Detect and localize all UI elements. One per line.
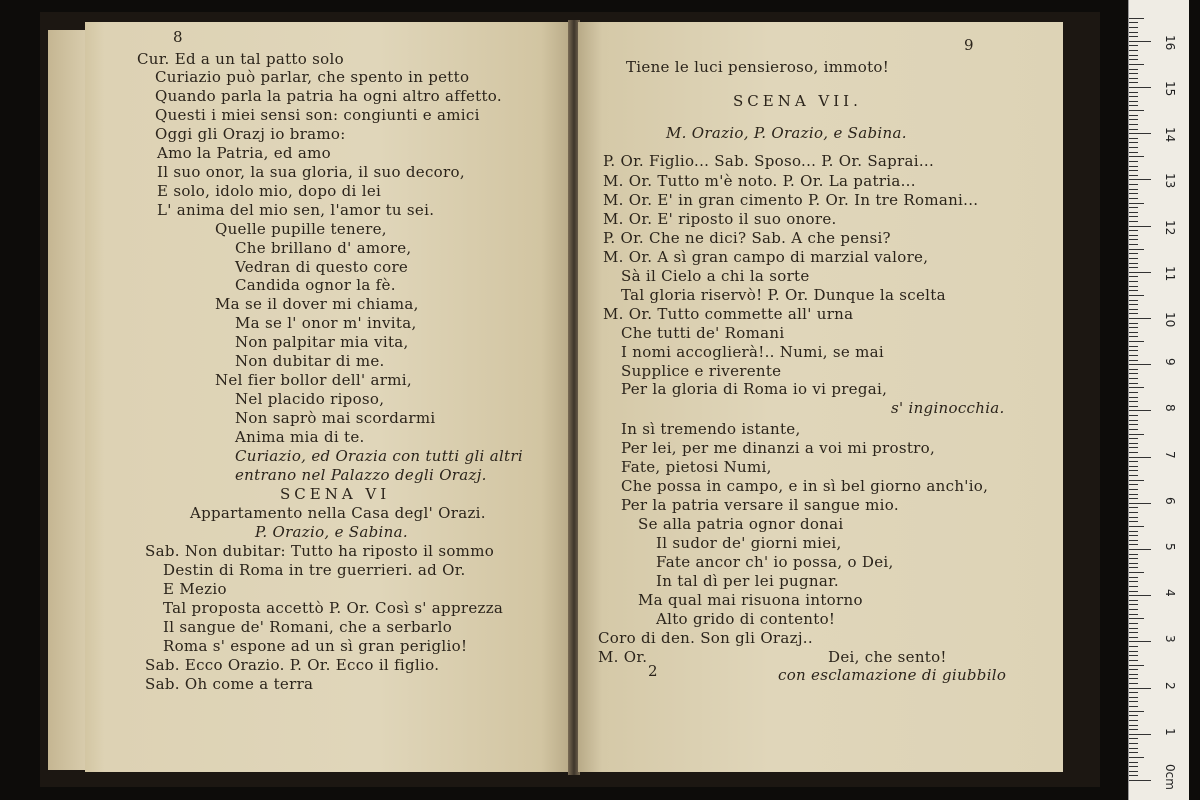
ruler-tick <box>1129 350 1138 351</box>
ruler-tick <box>1129 494 1138 495</box>
ruler-tick <box>1129 480 1144 481</box>
ruler-tick <box>1129 660 1138 661</box>
ruler-tick <box>1129 78 1138 79</box>
ruler-number: 10 <box>1163 312 1177 328</box>
left-text-line: Sab. Ecco Orazio. P. Or. Ecco il figlio. <box>145 656 440 674</box>
ruler-tick <box>1129 129 1138 130</box>
ruler-number: 1 <box>1163 727 1177 736</box>
ruler-tick <box>1129 641 1151 642</box>
ruler-tick <box>1129 669 1138 670</box>
right-text-line: con esclamazione di giubbilo <box>778 666 1007 684</box>
ruler-number: 16 <box>1163 34 1177 51</box>
right-text-line: Supplice e riverente <box>621 362 782 380</box>
ruler-tick <box>1129 142 1138 143</box>
ruler-number: 14 <box>1163 127 1177 143</box>
ruler-tick <box>1129 678 1138 679</box>
left-text-line: Non saprò mai scordarmi <box>235 409 436 427</box>
ruler-tick <box>1129 36 1138 37</box>
ruler-tick <box>1129 378 1138 379</box>
ruler-tick <box>1129 226 1151 227</box>
left-text-line: Destin di Roma in tre guerrieri. ad Or. <box>163 561 466 579</box>
ruler-tick <box>1129 540 1138 541</box>
ruler-tick <box>1129 604 1138 605</box>
right-text-line: SCENA VII. <box>733 92 862 110</box>
ruler-tick <box>1129 235 1138 236</box>
left-text-line: Non dubitar di me. <box>235 352 385 370</box>
ruler-tick <box>1129 272 1151 273</box>
ruler-tick <box>1129 591 1138 592</box>
ruler-tick <box>1129 373 1138 374</box>
ruler-tick <box>1129 387 1144 388</box>
right-text-line: Fate, pietosi Numi, <box>621 458 772 476</box>
ruler-tick <box>1129 304 1138 305</box>
ruler-tick <box>1129 258 1138 259</box>
ruler-tick <box>1129 133 1151 134</box>
ruler-tick <box>1129 586 1138 587</box>
right-text-line: Coro di den. Son gli Orazj.. <box>598 629 813 647</box>
ruler-tick <box>1129 82 1138 83</box>
ruler-number: 15 <box>1163 81 1177 97</box>
ruler-tick <box>1129 355 1138 356</box>
ruler-tick <box>1129 184 1138 185</box>
left-text-line: Anima mia di te. <box>235 428 365 446</box>
ruler-number: 3 <box>1163 635 1177 644</box>
ruler-tick <box>1129 383 1138 384</box>
ruler-tick <box>1129 41 1151 42</box>
left-text-line: Appartamento nella Casa degl' Orazi. <box>190 504 486 522</box>
ruler-tick <box>1129 207 1138 208</box>
right-text-line: Fate ancor ch' io possa, o Dei, <box>656 553 894 571</box>
ruler-tick <box>1129 697 1138 698</box>
measuring-ruler <box>1128 0 1189 800</box>
ruler-number: 12 <box>1163 219 1177 235</box>
ruler-tick <box>1129 554 1138 555</box>
ruler-tick <box>1129 69 1138 70</box>
ruler-tick <box>1129 715 1138 716</box>
left-text-line: Sab. Oh come a terra <box>145 675 314 693</box>
left-text-line: E solo, idolo mio, dopo di lei <box>157 182 382 200</box>
ruler-tick <box>1129 489 1138 490</box>
ruler-tick <box>1129 466 1138 467</box>
right-text-line: M. Or. Tutto commette all' urna <box>603 305 854 323</box>
ruler-tick <box>1129 313 1138 314</box>
ruler-tick <box>1129 119 1138 120</box>
ruler-tick <box>1129 623 1138 624</box>
ruler-tick <box>1129 762 1138 763</box>
ruler-tick <box>1129 618 1144 619</box>
ruler-tick <box>1129 434 1144 435</box>
ruler-number: 2 <box>1163 681 1177 690</box>
ruler-tick <box>1129 738 1138 739</box>
left-text-line: Il suo onor, la sua gloria, il suo decoro, <box>157 163 465 181</box>
right-text-line: Tal gloria riservò! P. Or. Dunque la scelta <box>621 286 946 304</box>
ruler-tick <box>1129 609 1138 610</box>
ruler-tick <box>1129 170 1138 171</box>
ruler-tick <box>1129 651 1138 652</box>
ruler-tick <box>1129 692 1138 693</box>
ruler-tick <box>1129 498 1138 499</box>
ruler-tick <box>1129 286 1138 287</box>
right-text-line: s' inginocchia. <box>891 399 1005 417</box>
ruler-tick <box>1129 152 1138 153</box>
ruler-tick <box>1129 544 1138 545</box>
ruler-tick <box>1129 267 1138 268</box>
left-text-line: Nel fier bollor dell' armi, <box>215 371 412 389</box>
ruler-tick <box>1129 318 1151 319</box>
ruler-tick <box>1129 706 1138 707</box>
ruler-tick <box>1129 189 1138 190</box>
left-text-line: Questi i miei sensi son: congiunti e amici <box>155 106 480 124</box>
right-text-line: Alto grido di contento! <box>656 610 836 628</box>
ruler-tick <box>1129 674 1138 675</box>
ruler-tick <box>1129 364 1151 365</box>
left-text-line: L' anima del mio sen, l'amor tu sei. <box>157 201 435 219</box>
ruler-tick <box>1129 239 1138 240</box>
ruler-tick <box>1129 360 1138 361</box>
printer-signature-mark: 2 <box>648 662 658 680</box>
ruler-tick <box>1129 59 1138 60</box>
right-text-line: Se alla patria ognor donai <box>638 515 844 533</box>
left-text-line: Nel placido riposo, <box>235 390 385 408</box>
ruler-tick <box>1129 470 1138 471</box>
ruler-tick <box>1129 323 1138 324</box>
right-text-line: M. Or. Tutto m'è noto. P. Or. La patria... <box>603 172 916 190</box>
ruler-tick <box>1129 175 1138 176</box>
ruler-tick <box>1129 443 1138 444</box>
ruler-number: 9 <box>1163 358 1177 366</box>
left-text-line: Curiazio, ed Orazia con tutti gli altri <box>235 447 523 465</box>
ruler-tick <box>1129 309 1138 310</box>
ruler-tick <box>1129 521 1138 522</box>
ruler-tick <box>1129 156 1144 157</box>
left-text-line: Sab. Non dubitar: Tutto ha riposto il sommo <box>145 542 495 560</box>
ruler-tick <box>1129 249 1144 250</box>
ruler-tick <box>1129 327 1138 328</box>
ruler-tick <box>1129 45 1138 46</box>
ruler-tick <box>1129 332 1138 333</box>
ruler-tick <box>1129 166 1138 167</box>
ruler-tick <box>1129 110 1144 111</box>
right-text-line: Dei, che sento! <box>828 648 947 666</box>
ruler-number: 13 <box>1163 173 1177 189</box>
ruler-tick <box>1129 711 1144 712</box>
ruler-tick <box>1129 216 1138 217</box>
right-text-line: P. Or. Che ne dici? Sab. A che pensi? <box>603 229 891 247</box>
ruler-tick <box>1129 775 1138 776</box>
right-text-line: P. Or. Figlio... Sab. Sposo... P. Or. Saprai... <box>603 152 935 170</box>
ruler-tick <box>1129 346 1138 347</box>
right-text-line: M. Or. A sì gran campo di marzial valore, <box>603 248 929 266</box>
ruler-tick <box>1129 369 1138 370</box>
right-text-line: M. Or. <box>598 648 648 666</box>
ruler-tick <box>1129 572 1144 573</box>
ruler-tick <box>1129 457 1151 458</box>
ruler-tick <box>1129 734 1151 735</box>
ruler-tick <box>1129 484 1138 485</box>
ruler-tick <box>1129 507 1138 508</box>
left-text-line: Candida ognor la fè. <box>235 276 396 294</box>
ruler-tick <box>1129 406 1138 407</box>
ruler-tick <box>1129 161 1138 162</box>
ruler-number: 5 <box>1163 543 1177 551</box>
right-text-line: Sà il Cielo a chi la sorte <box>621 267 810 285</box>
left-text-line: Ma se l' onor m' invita, <box>235 314 417 332</box>
left-text-line: Roma s' espone ad un sì gran periglio! <box>163 637 468 655</box>
ruler-tick <box>1129 22 1138 23</box>
ruler-tick <box>1129 720 1138 721</box>
ruler-tick <box>1129 115 1138 116</box>
ruler-tick <box>1129 401 1138 402</box>
ruler-tick <box>1129 410 1151 411</box>
left-text-line: entrano nel Palazzo degli Orazj. <box>235 466 487 484</box>
ruler-tick <box>1129 526 1144 527</box>
ruler-tick <box>1129 757 1144 758</box>
left-text-line: Amo la Patria, ed amo <box>157 144 331 162</box>
ruler-tick <box>1129 743 1138 744</box>
ruler-tick <box>1129 87 1151 88</box>
ruler-tick <box>1129 688 1151 689</box>
ruler-tick <box>1129 683 1138 684</box>
ruler-tick <box>1129 397 1138 398</box>
ruler-tick <box>1129 290 1138 291</box>
left-text-line: Non palpitar mia vita, <box>235 333 409 351</box>
ruler-tick <box>1129 637 1138 638</box>
left-text-line: Quando parla la patria ha ogni altro affetto. <box>155 87 502 105</box>
ruler-tick <box>1129 701 1138 702</box>
left-text-line: Che brillano d' amore, <box>235 239 412 257</box>
right-text-line: Ma qual mai risuona intorno <box>638 591 863 609</box>
ruler-tick <box>1129 577 1138 578</box>
ruler-tick <box>1129 614 1138 615</box>
right-text-line: M. Orazio, P. Orazio, e Sabina. <box>666 124 907 142</box>
left-text-line: Curiazio può parlar, che spento in petto <box>155 68 470 86</box>
ruler-tick <box>1129 461 1138 462</box>
ruler-tick <box>1129 512 1138 513</box>
ruler-tick <box>1129 105 1138 106</box>
ruler-tick <box>1129 415 1138 416</box>
ruler-tick <box>1129 64 1144 65</box>
ruler-tick <box>1129 221 1138 222</box>
ruler-tick <box>1129 632 1138 633</box>
ruler-tick <box>1129 203 1144 204</box>
left-text-line: Ma se il dover mi chiama, <box>215 295 419 313</box>
right-text-line: Tiene le luci pensieroso, immoto! <box>626 58 890 76</box>
left-page <box>85 22 570 772</box>
right-text-line: I nomi accoglierà!.. Numi, se mai <box>621 343 885 361</box>
ruler-tick <box>1129 452 1138 453</box>
left-text-line: Oggi gli Orazj io bramo: <box>155 125 346 143</box>
right-text-line: In sì tremendo istante, <box>621 420 801 438</box>
ruler-number: 8 <box>1163 404 1177 413</box>
ruler-tick <box>1129 748 1138 749</box>
ruler-tick <box>1129 503 1151 504</box>
ruler-tick <box>1129 244 1138 245</box>
ruler-tick <box>1129 101 1138 102</box>
ruler-tick <box>1129 447 1138 448</box>
ruler-tick <box>1129 50 1138 51</box>
right-page-number: 9 <box>964 36 974 54</box>
ruler-tick <box>1129 725 1138 726</box>
left-text-line: Il sangue de' Romani, che a serbarlo <box>163 618 453 636</box>
ruler-tick <box>1129 276 1138 277</box>
ruler-tick <box>1129 212 1138 213</box>
right-text-line: Che possa in campo, e in sì bel giorno anch'io, <box>621 477 989 495</box>
right-text-line: Che tutti de' Romani <box>621 324 785 342</box>
ruler-tick <box>1129 563 1138 564</box>
right-text-line: M. Or. E' in gran cimento P. Or. In tre Romani... <box>603 191 979 209</box>
ruler-tick <box>1129 300 1138 301</box>
ruler-tick <box>1129 628 1138 629</box>
ruler-number: 4 <box>1163 589 1177 597</box>
left-text-line: SCENA VI <box>280 485 391 503</box>
right-text-line: Per lei, per me dinanzi a voi mi prostro, <box>621 439 936 457</box>
ruler-tick <box>1129 581 1138 582</box>
ruler-tick <box>1129 424 1138 425</box>
left-text-line: P. Orazio, e Sabina. <box>255 523 408 541</box>
ruler-tick <box>1129 253 1138 254</box>
ruler-tick <box>1129 92 1138 93</box>
right-text-line: In tal dì per lei pugnar. <box>656 572 839 590</box>
ruler-tick <box>1129 124 1138 125</box>
ruler-tick <box>1129 549 1151 550</box>
ruler-tick <box>1129 646 1138 647</box>
left-text-line: Cur. Ed a un tal patto solo <box>137 50 344 68</box>
ruler-tick <box>1129 531 1138 532</box>
ruler-unit-label: 0cm <box>1163 764 1177 790</box>
ruler-tick <box>1129 766 1138 767</box>
ruler-tick <box>1129 263 1138 264</box>
ruler-tick <box>1129 73 1138 74</box>
right-page <box>578 22 1063 772</box>
ruler-tick <box>1129 420 1138 421</box>
left-page-number: 8 <box>173 28 183 46</box>
ruler-tick <box>1129 752 1138 753</box>
ruler-number: 11 <box>1163 265 1177 282</box>
left-text-line: Quelle pupille tenere, <box>215 220 387 238</box>
ruler-tick <box>1129 655 1138 656</box>
ruler-number: 7 <box>1163 450 1177 459</box>
ruler-tick <box>1129 193 1138 194</box>
ruler-tick <box>1129 729 1138 730</box>
ruler-tick <box>1129 281 1138 282</box>
right-text-line: M. Or. E' riposto il suo onore. <box>603 210 837 228</box>
ruler-tick <box>1129 595 1151 596</box>
ruler-tick <box>1129 230 1138 231</box>
ruler-tick <box>1129 558 1138 559</box>
ruler-tick <box>1129 336 1138 337</box>
ruler-tick <box>1129 780 1151 781</box>
ruler-tick <box>1129 535 1138 536</box>
left-text-line: Vedran di questo core <box>235 258 409 276</box>
ruler-tick <box>1129 665 1144 666</box>
right-text-line: Per la patria versare il sangue mio. <box>621 496 899 514</box>
ruler-tick <box>1129 771 1138 772</box>
page-edge-stack <box>48 30 88 770</box>
ruler-tick <box>1129 438 1138 439</box>
ruler-tick <box>1129 27 1138 28</box>
left-text-line: E Mezio <box>163 580 227 598</box>
right-text-line: Per la gloria di Roma io vi pregai, <box>621 380 888 398</box>
ruler-number: 6 <box>1163 496 1177 505</box>
ruler-tick <box>1129 18 1144 19</box>
ruler-tick <box>1129 96 1138 97</box>
ruler-tick <box>1129 429 1138 430</box>
ruler-tick <box>1129 55 1138 56</box>
ruler-tick <box>1129 475 1138 476</box>
ruler-tick <box>1129 138 1138 139</box>
ruler-tick <box>1129 567 1138 568</box>
ruler-tick <box>1129 198 1138 199</box>
left-text-line: Tal proposta accettò P. Or. Così s' apprezza <box>163 599 504 617</box>
ruler-tick <box>1129 341 1144 342</box>
ruler-tick <box>1129 600 1138 601</box>
ruler-tick <box>1129 32 1138 33</box>
ruler-tick <box>1129 392 1138 393</box>
ruler-tick <box>1129 517 1138 518</box>
ruler-tick <box>1129 295 1144 296</box>
right-text-line: Il sudor de' giorni miei, <box>656 534 842 552</box>
ruler-tick <box>1129 179 1151 180</box>
ruler-tick <box>1129 147 1138 148</box>
